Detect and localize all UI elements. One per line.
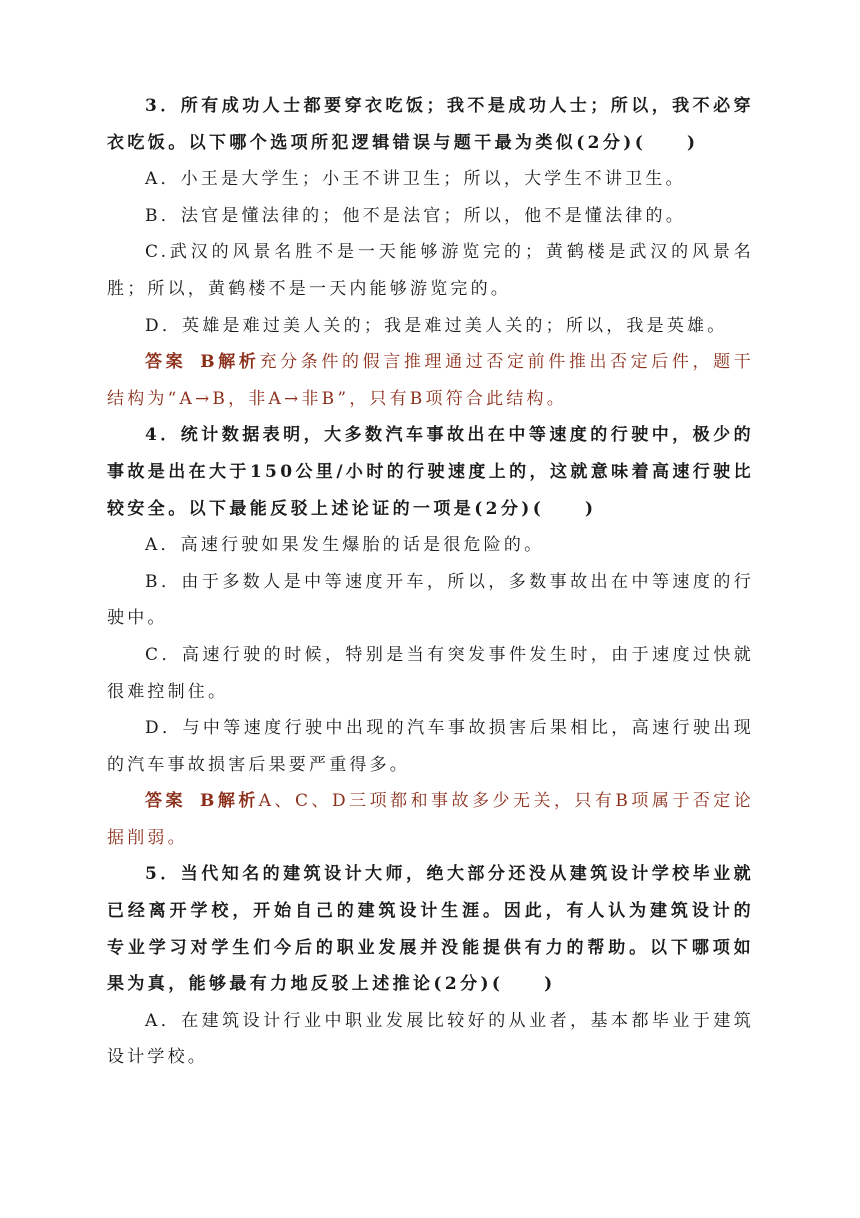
question-3-option-a: A．小王是大学生；小王不讲卫生；所以，大学生不讲卫生。 — [145, 169, 686, 190]
question-4-option-a: A．高速行驶如果发生爆胎的话是很危险的。 — [145, 535, 545, 556]
analysis-text: A、C、D三项都和事故多少无关，只有B项属于否定论据削弱。 — [107, 791, 754, 848]
question-3-stem: 3．所有成功人士都要穿衣吃饭；我不是成功人士；所以，我不必穿衣吃饭。以下哪个选项所犯逻辑错误与题干最为类似(2分)( ) — [107, 96, 754, 153]
question-4-option-c: C．高速行驶的时候，特别是当有突发事件发生时，由于速度过快就很难控制住。 — [107, 644, 754, 702]
question-4-stem: 4．统计数据表明，大多数汽车事故出在中等速度的行驶中，极少的事故是出在大于150公里/小时的行驶速度上的，这就意味着高速行驶比较安全。以下最能反驳上述论证的一项是(2分)( ) — [107, 425, 754, 519]
answer-label: 答案 — [145, 352, 187, 373]
question-3-answer — [107, 344, 754, 417]
analysis-text: 充分条件的假言推理通过否定前件推出否定后件，题干结构为“A→B，非A→非B”，只有B项符合此结构。 — [107, 352, 754, 409]
question-5-option-a: A．在建筑设计行业中职业发展比较好的从业者，基本都毕业于建筑设计学校。 — [107, 1010, 754, 1068]
analysis-label: 解析 — [217, 352, 260, 373]
question-4-option-d: D．与中等速度行驶中出现的汽车事故损害后果相比，高速行驶出现的汽车事故损害后果要严重得多。 — [107, 718, 754, 775]
analysis-label: 解析 — [217, 791, 259, 812]
answer-key: B — [199, 791, 218, 812]
question-4-option-b: B．由于多数人是中等速度开车，所以，多数事故出在中等速度的行驶中。 — [107, 571, 754, 629]
question-3-option-b: B．法官是懂法律的；他不是法官；所以，他不是懂法律的。 — [145, 205, 686, 226]
question-3-option-d: D．英雄是难过美人关的；我是难过美人关的；所以，我是英雄。 — [145, 315, 728, 336]
question-5-stem: 5．当代知名的建筑设计大师，绝大部分还没从建筑设计学校毕业就已经离开学校，开始自己的建筑设计生涯。因此，有人认为建筑设计的专业学习对学生们今后的职业发展并没能提供有力的帮助。以下哪项如果为真，能够最有力地反驳上述推论(2分)( ) — [107, 864, 754, 995]
question-4-answer — [107, 783, 754, 856]
question-3-option-c: C.武汉的风景名胜不是一天能够游览完的；黄鹤楼是武汉的风景名胜；所以，黄鹤楼不是一天内能够游览完的。 — [107, 242, 754, 299]
answer-key: B — [200, 352, 218, 373]
answer-label: 答案 — [145, 791, 186, 812]
